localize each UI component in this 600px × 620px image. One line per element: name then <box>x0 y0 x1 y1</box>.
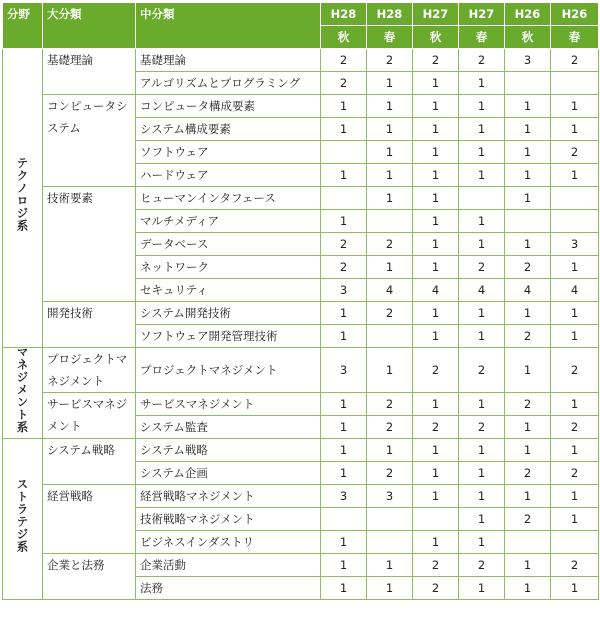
category-cell: 技術要素 <box>43 187 136 302</box>
field-cell <box>3 49 43 348</box>
header-season: 秋 <box>413 26 459 49</box>
count-cell: 1 <box>413 187 459 210</box>
count-cell: 4 <box>413 279 459 302</box>
table-row <box>3 485 599 508</box>
subcategory-cell: システム企画 <box>136 462 321 485</box>
count-cell: 2 <box>459 348 505 393</box>
count-cell: 1 <box>367 164 413 187</box>
count-cell: 1 <box>413 439 459 462</box>
count-cell: 1 <box>367 439 413 462</box>
count-cell: 1 <box>459 531 505 554</box>
count-cell: 2 <box>321 72 367 95</box>
subcategory-cell: ネットワーク <box>136 256 321 279</box>
header-subcategory: 中分類 <box>136 3 321 49</box>
count-cell: 2 <box>367 462 413 485</box>
count-cell: 2 <box>505 256 551 279</box>
category-cell: サービスマネジメント <box>43 393 136 439</box>
table-row <box>3 302 599 325</box>
field-label: テクノロジ系 <box>15 157 30 232</box>
count-cell: 1 <box>459 233 505 256</box>
count-cell: 1 <box>459 72 505 95</box>
count-cell: 1 <box>321 554 367 577</box>
count-cell: 1 <box>459 439 505 462</box>
header-year: H28 <box>321 3 367 26</box>
count-cell: 3 <box>551 233 599 256</box>
category-cell: システム戦略 <box>43 439 136 485</box>
count-cell: 1 <box>459 485 505 508</box>
table-header <box>3 3 599 49</box>
count-cell: 1 <box>413 118 459 141</box>
field-label: マネジメント系 <box>15 345 30 434</box>
count-cell: 4 <box>551 279 599 302</box>
count-cell: 1 <box>321 462 367 485</box>
count-cell: 1 <box>551 164 599 187</box>
subcategory-cell: システム開発技術 <box>136 302 321 325</box>
count-cell: 2 <box>551 462 599 485</box>
count-cell: 1 <box>413 95 459 118</box>
count-cell: 2 <box>459 49 505 72</box>
count-cell: 2 <box>459 256 505 279</box>
header-field: 分野 <box>3 3 43 49</box>
subcategory-cell: ビジネスインダストリ <box>136 531 321 554</box>
subcategory-cell: ソフトウェア開発管理技術 <box>136 325 321 348</box>
count-cell: 2 <box>551 49 599 72</box>
subcategory-cell: セキュリティ <box>136 279 321 302</box>
count-cell: 1 <box>367 95 413 118</box>
count-cell <box>505 531 551 554</box>
table-body <box>3 49 599 600</box>
count-cell: 2 <box>551 416 599 439</box>
count-cell: 2 <box>321 233 367 256</box>
count-cell: 1 <box>367 256 413 279</box>
count-cell: 1 <box>367 348 413 393</box>
count-cell: 2 <box>367 233 413 256</box>
count-cell <box>367 325 413 348</box>
count-cell: 1 <box>413 325 459 348</box>
count-cell: 1 <box>551 508 599 531</box>
count-cell: 1 <box>321 302 367 325</box>
field-cell <box>3 345 43 439</box>
category-cell: コンピュータシステム <box>43 95 136 187</box>
count-cell: 2 <box>413 554 459 577</box>
table-row <box>3 393 599 416</box>
subcategory-cell: コンピュータ構成要素 <box>136 95 321 118</box>
count-cell: 1 <box>459 462 505 485</box>
table-row <box>3 439 599 462</box>
header-season: 秋 <box>505 26 551 49</box>
count-cell: 2 <box>551 348 599 393</box>
count-cell: 1 <box>551 95 599 118</box>
count-cell: 1 <box>459 95 505 118</box>
count-cell: 1 <box>459 325 505 348</box>
count-cell <box>413 508 459 531</box>
count-cell: 1 <box>551 325 599 348</box>
count-cell: 2 <box>367 302 413 325</box>
count-cell: 1 <box>413 141 459 164</box>
count-cell: 2 <box>459 416 505 439</box>
count-cell: 1 <box>321 95 367 118</box>
count-cell: 1 <box>505 577 551 600</box>
count-cell: 2 <box>551 554 599 577</box>
count-cell: 1 <box>367 118 413 141</box>
count-cell: 1 <box>413 462 459 485</box>
count-cell <box>505 210 551 233</box>
count-cell: 3 <box>321 279 367 302</box>
count-cell: 2 <box>505 325 551 348</box>
count-cell: 1 <box>321 439 367 462</box>
count-cell: 3 <box>321 348 367 393</box>
count-cell: 1 <box>459 210 505 233</box>
count-cell: 1 <box>413 302 459 325</box>
count-cell: 2 <box>459 554 505 577</box>
count-cell: 3 <box>367 485 413 508</box>
count-cell: 1 <box>505 485 551 508</box>
count-cell: 1 <box>505 187 551 210</box>
count-cell: 1 <box>505 164 551 187</box>
count-cell: 2 <box>413 577 459 600</box>
count-cell: 2 <box>505 393 551 416</box>
count-cell <box>551 210 599 233</box>
count-cell: 1 <box>551 577 599 600</box>
category-cell: 基礎理論 <box>43 49 136 95</box>
count-cell <box>321 508 367 531</box>
category-cell: 企業と法務 <box>43 554 136 600</box>
count-cell: 1 <box>413 233 459 256</box>
count-cell: 2 <box>505 462 551 485</box>
count-cell: 1 <box>321 416 367 439</box>
count-cell: 1 <box>505 439 551 462</box>
subcategory-cell: 企業活動 <box>136 554 321 577</box>
table-row <box>3 95 599 118</box>
count-cell: 1 <box>459 302 505 325</box>
subcategory-cell: システム戦略 <box>136 439 321 462</box>
count-cell: 1 <box>505 554 551 577</box>
count-cell: 2 <box>367 393 413 416</box>
count-cell <box>551 531 599 554</box>
count-cell: 1 <box>505 233 551 256</box>
count-cell: 1 <box>321 210 367 233</box>
count-cell: 2 <box>367 416 413 439</box>
count-cell: 1 <box>413 256 459 279</box>
count-cell: 1 <box>321 531 367 554</box>
exam-frequency-table <box>2 2 599 600</box>
count-cell: 4 <box>367 279 413 302</box>
field-label: ストラテジ系 <box>15 478 30 553</box>
count-cell: 1 <box>505 141 551 164</box>
count-cell: 3 <box>505 49 551 72</box>
count-cell: 1 <box>367 72 413 95</box>
header-category: 大分類 <box>43 3 136 49</box>
header-season: 春 <box>367 26 413 49</box>
count-cell: 1 <box>413 72 459 95</box>
header-year: H26 <box>505 3 551 26</box>
subcategory-cell: システム構成要素 <box>136 118 321 141</box>
count-cell: 1 <box>367 141 413 164</box>
count-cell: 1 <box>551 439 599 462</box>
count-cell: 2 <box>413 416 459 439</box>
count-cell: 1 <box>505 302 551 325</box>
count-cell: 1 <box>505 118 551 141</box>
count-cell: 1 <box>459 118 505 141</box>
count-cell: 1 <box>367 577 413 600</box>
table-row <box>3 187 599 210</box>
count-cell <box>321 141 367 164</box>
count-cell: 1 <box>413 393 459 416</box>
table-row <box>3 554 599 577</box>
count-cell: 1 <box>413 210 459 233</box>
subcategory-cell: 基礎理論 <box>136 49 321 72</box>
count-cell: 1 <box>413 531 459 554</box>
category-cell: プロジェクトマネジメント <box>43 348 136 393</box>
header-year: H26 <box>551 3 599 26</box>
subcategory-cell: データベース <box>136 233 321 256</box>
subcategory-cell: ハードウェア <box>136 164 321 187</box>
header-row-years <box>3 3 599 26</box>
subcategory-cell: ソフトウェア <box>136 141 321 164</box>
count-cell: 1 <box>459 141 505 164</box>
count-cell: 3 <box>321 485 367 508</box>
count-cell: 1 <box>551 393 599 416</box>
count-cell: 1 <box>551 256 599 279</box>
count-cell: 1 <box>321 325 367 348</box>
header-year: H27 <box>459 3 505 26</box>
count-cell <box>367 210 413 233</box>
count-cell: 1 <box>367 554 413 577</box>
subcategory-cell: アルゴリズムとプログラミング <box>136 72 321 95</box>
count-cell: 2 <box>413 348 459 393</box>
count-cell: 2 <box>367 49 413 72</box>
count-cell: 1 <box>459 393 505 416</box>
subcategory-cell: システム監査 <box>136 416 321 439</box>
count-cell <box>367 531 413 554</box>
count-cell <box>551 187 599 210</box>
subcategory-cell: プロジェクトマネジメント <box>136 348 321 393</box>
count-cell: 2 <box>413 49 459 72</box>
header-year: H27 <box>413 3 459 26</box>
count-cell: 1 <box>321 118 367 141</box>
count-cell: 1 <box>551 485 599 508</box>
count-cell <box>505 72 551 95</box>
count-cell: 1 <box>505 348 551 393</box>
count-cell <box>367 508 413 531</box>
count-cell: 1 <box>459 508 505 531</box>
header-year: H28 <box>367 3 413 26</box>
count-cell: 4 <box>505 279 551 302</box>
subcategory-cell: サービスマネジメント <box>136 393 321 416</box>
count-cell: 1 <box>321 577 367 600</box>
count-cell: 1 <box>551 302 599 325</box>
count-cell: 1 <box>321 393 367 416</box>
category-cell: 開発技術 <box>43 302 136 348</box>
count-cell <box>551 72 599 95</box>
count-cell: 1 <box>367 187 413 210</box>
subcategory-cell: ヒューマンインタフェース <box>136 187 321 210</box>
subcategory-cell: 経営戦略マネジメント <box>136 485 321 508</box>
table-row <box>3 49 599 72</box>
header-season: 春 <box>459 26 505 49</box>
count-cell: 2 <box>505 508 551 531</box>
table-row <box>3 348 599 393</box>
subcategory-cell: マルチメディア <box>136 210 321 233</box>
field-cell <box>3 439 43 600</box>
count-cell: 4 <box>459 279 505 302</box>
count-cell: 2 <box>551 141 599 164</box>
subcategory-cell: 法務 <box>136 577 321 600</box>
count-cell <box>459 187 505 210</box>
count-cell: 1 <box>505 416 551 439</box>
count-cell: 2 <box>321 256 367 279</box>
count-cell: 1 <box>413 485 459 508</box>
count-cell: 1 <box>459 577 505 600</box>
category-cell: 経営戦略 <box>43 485 136 554</box>
count-cell: 1 <box>321 164 367 187</box>
count-cell <box>321 187 367 210</box>
count-cell: 2 <box>321 49 367 72</box>
header-season: 秋 <box>321 26 367 49</box>
count-cell: 1 <box>459 164 505 187</box>
count-cell: 1 <box>413 164 459 187</box>
count-cell: 1 <box>505 95 551 118</box>
header-season: 春 <box>551 26 599 49</box>
subcategory-cell: 技術戦略マネジメント <box>136 508 321 531</box>
count-cell: 1 <box>551 118 599 141</box>
